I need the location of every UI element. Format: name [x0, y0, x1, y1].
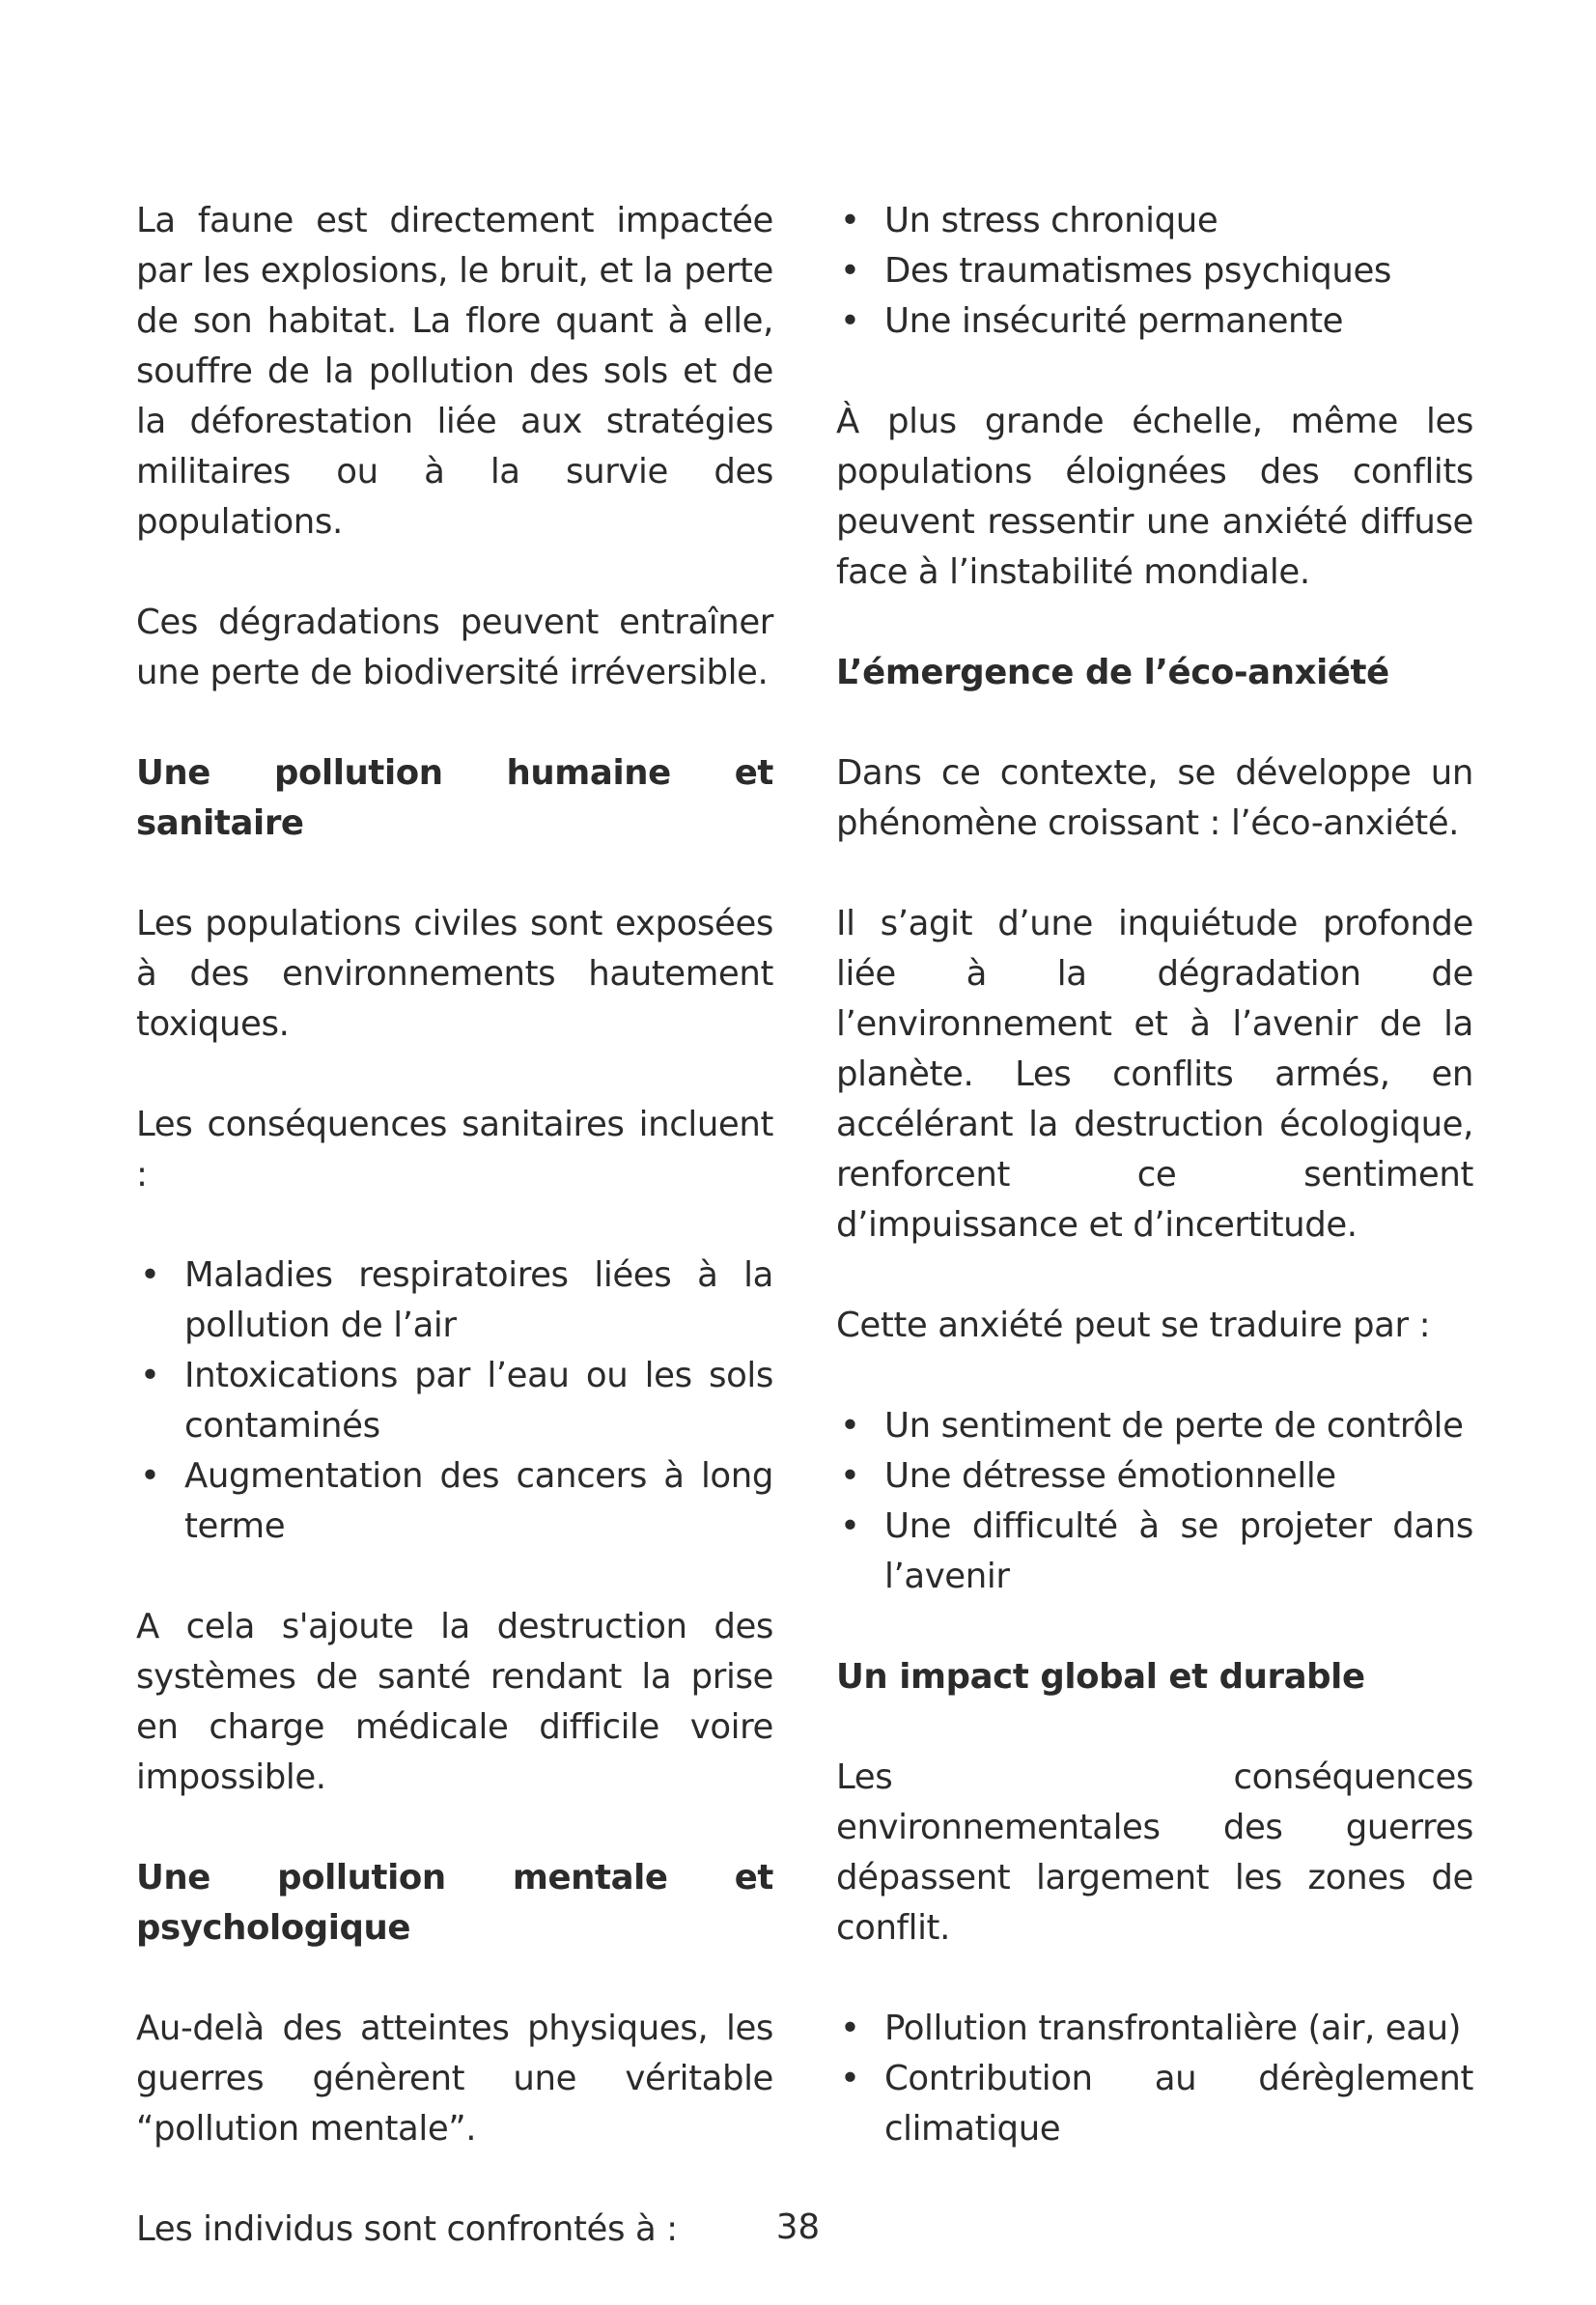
list-item: • Un stress chronique	[836, 196, 1473, 246]
heading-mental-pollution: Une pollution mentale et psychologique	[136, 1858, 773, 1948]
psychological-effects-list	[836, 196, 1473, 347]
list-item: • Augmentation des cancers à long terme	[136, 1451, 773, 1552]
paragraph-anxiety-translation: Cette anxiété peut se traduire par :	[836, 1306, 1431, 1345]
right-column	[836, 196, 1473, 2205]
paragraph-civil-populations: Les populations civiles sont exposées à des environnements hautement toxiques.	[136, 904, 773, 1044]
list-item: • Contribution au dérèglement climatique	[836, 2054, 1473, 2154]
list-item: • Une difficulté à se projeter dans l’avenir	[836, 1502, 1473, 1602]
paragraph-environmental-consequences: Les conséquences environnementales des guerres dépassent largement les zones de conflit.	[836, 1757, 1473, 1948]
left-column	[136, 196, 773, 2305]
list-item: • Pollution transfrontalière (air, eau)	[836, 2004, 1473, 2054]
list-item: • Maladies respiratoires liées à la pollution de l’air	[136, 1251, 773, 1351]
global-impact-list	[836, 2004, 1473, 2154]
list-item: • Une insécurité permanente	[836, 296, 1473, 347]
paragraph-individuals: Les individus sont confrontés à :	[136, 2209, 678, 2249]
paragraph-global-anxiety: À plus grande échelle, même les populations éloignées des conflits peuvent ressentir une anxiété diffuse face à l’instabilité mondiale.	[836, 402, 1473, 592]
paragraph-mental-pollution: Au-delà des atteintes physiques, les guerres génèrent une véritable “pollution mentale”.	[136, 2009, 773, 2149]
anxiety-symptoms-list	[836, 1401, 1473, 1602]
list-item: • Une détresse émotionnelle	[836, 1451, 1473, 1502]
paragraph-health-consequences: Les conséquences sanitaires incluent :	[136, 1105, 773, 1195]
list-item: • Intoxications par l’eau ou les sols contaminés	[136, 1351, 773, 1451]
list-item: • Des traumatismes psychiques	[836, 246, 1473, 296]
paragraph-eco-anxiety-definition: Il s’agit d’une inquiétude profonde liée à la dégradation de l’environnement et à l’avenir de la planète. Les conflits armés, en accélérant la destruction écologique, renforcent ce sentiment d’impuissance et d’incertitude.	[836, 904, 1473, 1245]
heading-eco-anxiety: L’émergence de l’éco-anxiété	[836, 653, 1389, 692]
list-item: • Un sentiment de perte de contrôle	[836, 1401, 1473, 1451]
health-consequences-list	[136, 1251, 773, 1552]
paragraph-fauna: La faune est directement impactée par les explosions, le bruit, et la perte de son habitat. La flore quant à elle, souffre de la pollution des sols et de la déforestation liée aux stratégies militaires ou à la survie des populations.	[136, 201, 773, 542]
heading-human-pollution: Une pollution humaine et sanitaire	[136, 753, 773, 843]
paragraph-health-systems: A cela s'ajoute la destruction des systèmes de santé rendant la prise en charge médicale difficile voire impossible.	[136, 1607, 773, 1797]
page-number: 38	[775, 2207, 821, 2247]
heading-global-impact: Un impact global et durable	[836, 1657, 1365, 1697]
paragraph-biodiversity: Ces dégradations peuvent entraîner une perte de biodiversité irréversible.	[136, 603, 773, 692]
paragraph-eco-anxiety-context: Dans ce contexte, se développe un phénomène croissant : l’éco-anxiété.	[836, 753, 1473, 843]
